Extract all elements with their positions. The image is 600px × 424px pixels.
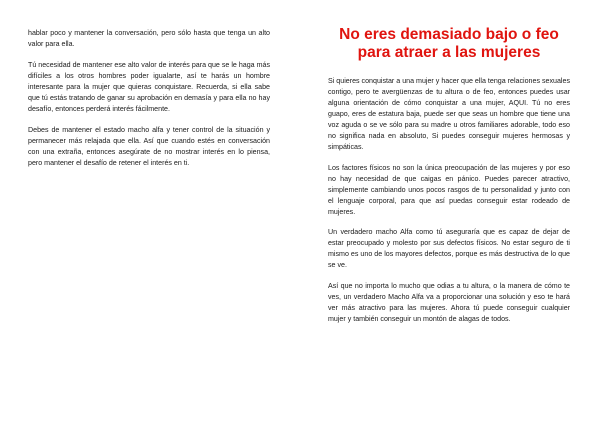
- section-title: No eres demasiado bajo o feo para atraer a las mujeres: [339, 26, 559, 61]
- left-paragraph-2: Tú necesidad de mantener ese alto valor de interés para que se le haga más difíciles a los otros hombres poder igualarte, así te harás un hombre interesante para la mujer que quieras conquistare. Recuerda, si ella sabe que tú estás tratando de ganar su aprobación en demasía y para ella no hay desafío, entonces perderá interés fácilmente.: [28, 61, 270, 113]
- right-page: [300, 0, 600, 424]
- right-paragraph-4: Así que no importa lo mucho que odias a tu altura, o la manera de cómo te ves, un verdadero Macho Alfa va a proporcionar una solución y eso te hará ver más atractivo para las mujeres. Ahora tú puede conseguir cualquier mujer y también conseguir un montón de alagas de todos.: [328, 281, 570, 323]
- left-paragraph-3: Debes de mantener el estado macho alfa y tener control de la situación y permanecer más relajada que ella. Así que cuando estés en conversación con una extraña, entonces asegúrate de no mostrar interés en lo piensa, pero mantener el desafío de retener el interés en ti.: [28, 126, 270, 167]
- right-paragraph-3: Un verdadero macho Alfa como tú aseguraría que es capaz de dejar de estar preocupado y molesto por sus defectos físicos. No estar seguro de ti mismo es uno de los mayores defectos, porque es más destructiva de lo que se ve.: [328, 228, 570, 269]
- right-paragraph-1: Si quieres conquistar a una mujer y hacer que ella tenga relaciones sexuales contigo, pero te avergüenzas de tu altura o de feo, entonces puedes usar alguna orientación de cómo conquistar a una mujer, AQUI. Tú no eres guapo, eres de estatura baja, puede ser que seas un hombre que tiene una voz aguda o se ve sólo para su madre u otros familiares adorable, todo eso no significa nada en absoluto, Si puedes conseguir mujeres hermosas y simpáticas.: [328, 77, 570, 151]
- left-paragraph-1: hablar poco y mantener la conversación, pero sólo hasta que tenga un alto valor para ella.: [28, 29, 270, 48]
- right-paragraph-2: Los factores físicos no son la única preocupación de las mujeres y por eso no hay necesidad de que caigas en pánico. Puedes parecer atractivo, simplemente cambiando unos pocos rasgos de tu personalidad y junto con el lenguaje corporal, para que así puedas conseguir estar rodeado de mujeres.: [328, 163, 570, 216]
